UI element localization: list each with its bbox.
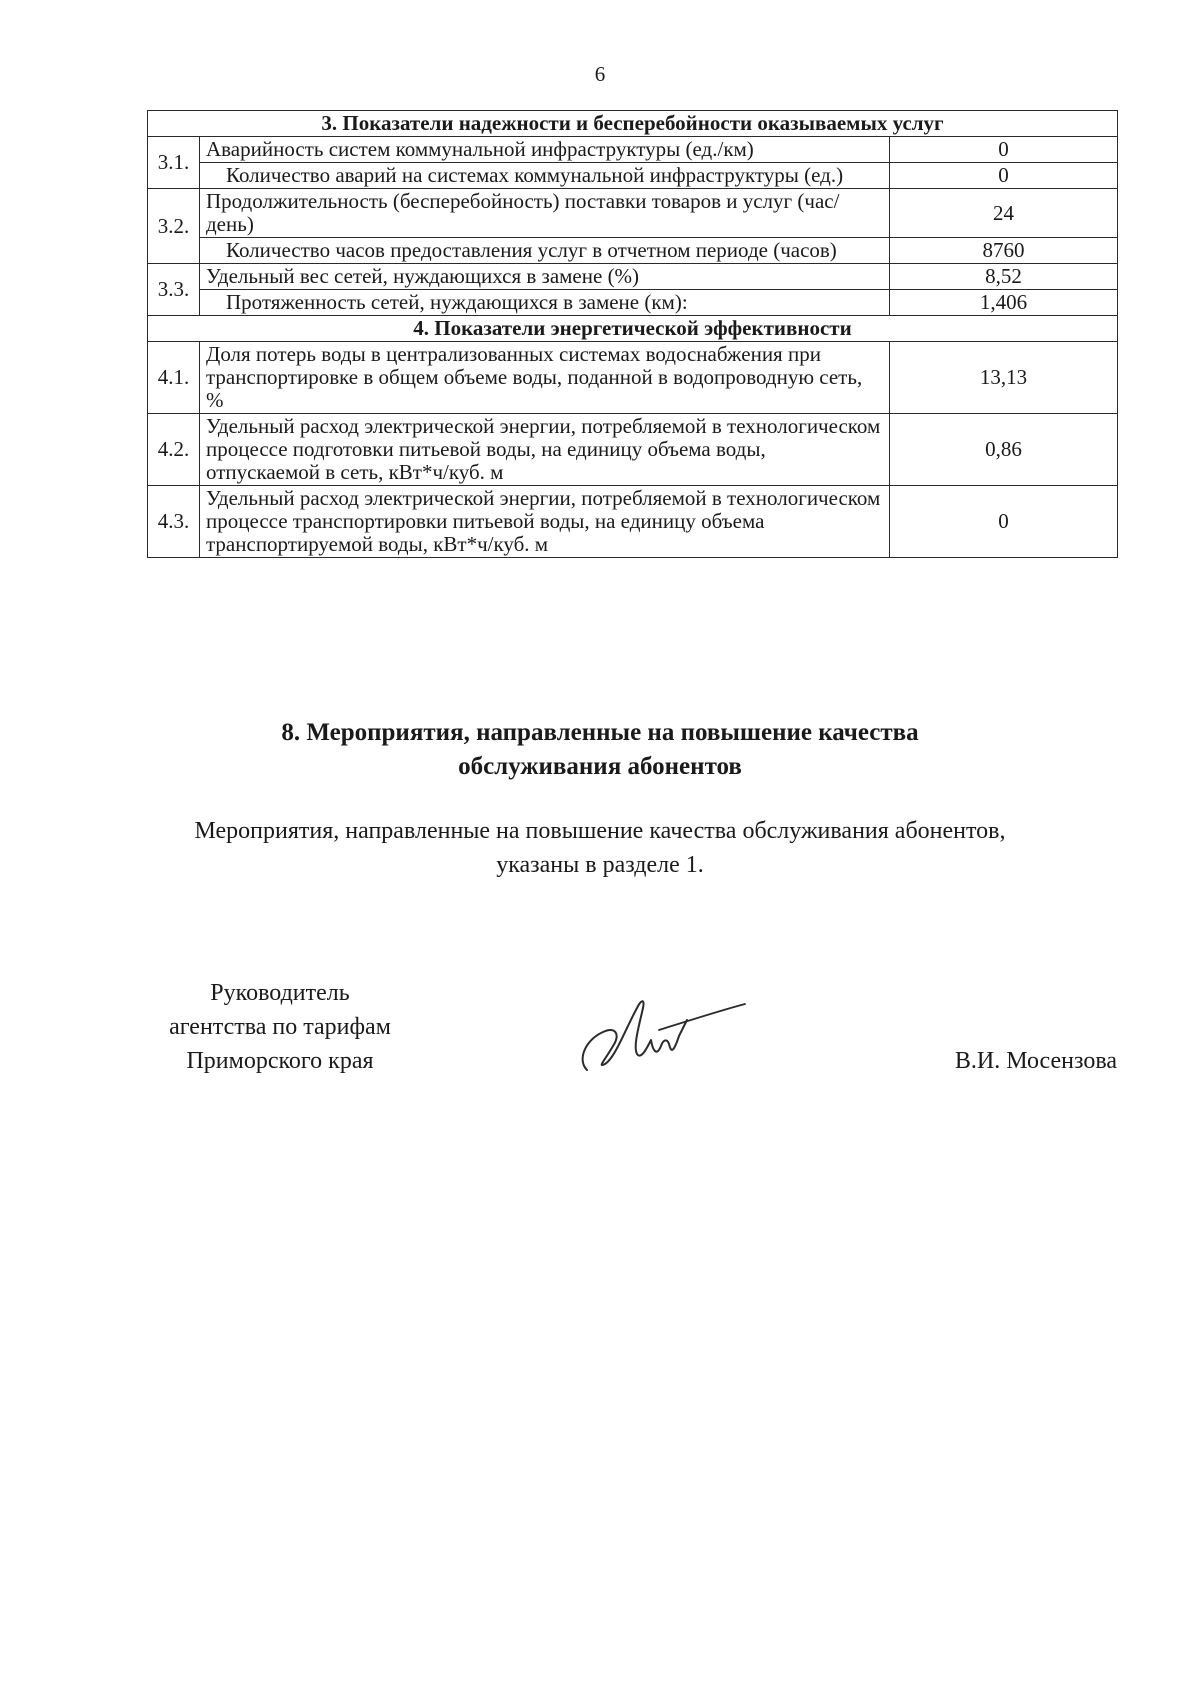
indicator-name: Удельный вес сетей, нуждающихся в замене (%): [200, 264, 890, 290]
signer-position-line: Руководитель: [210, 980, 350, 1006]
indicator-name: Количество часов предоставления услуг в отчетном периоде (часов): [200, 238, 890, 264]
table-row: [148, 414, 1118, 486]
table-row: [148, 238, 1118, 264]
indicator-value: 0: [890, 163, 1118, 189]
indicator-name: Количество аварий на системах коммунальной инфраструктуры (ед.): [200, 163, 890, 189]
section8-title: [0, 716, 1200, 784]
indicator-name: Удельный расход электрической энергии, потребляемой в технологическом процессе подготовки питьевой воды, на единицу объема воды, отпускаемой в сеть, кВт*ч/куб. м: [200, 414, 890, 486]
indicator-name: Протяженность сетей, нуждающихся в замене (км):: [200, 290, 890, 316]
row-number: 4.2.: [148, 414, 200, 486]
indicator-value: 0: [890, 137, 1118, 163]
table-row: [148, 264, 1118, 290]
table-row: [148, 290, 1118, 316]
table-row: [148, 486, 1118, 558]
section8-title-line: обслуживания абонентов: [458, 753, 742, 780]
section-title: 3. Показатели надежности и бесперебойности оказываемых услуг: [148, 111, 1118, 137]
indicators-table: [147, 110, 1118, 558]
section8-text-line: Мероприятия, направленные на повышение качества обслуживания абонентов,: [194, 818, 1006, 844]
table-row: [148, 342, 1118, 414]
row-number: 3.1.: [148, 137, 200, 189]
section-title: 4. Показатели энергетической эффективности: [148, 316, 1118, 342]
indicator-value: 13,13: [890, 342, 1118, 414]
signer-position: [140, 976, 420, 1078]
signer-position-line: Приморского края: [186, 1048, 374, 1074]
row-number: 4.3.: [148, 486, 200, 558]
indicator-name: Продолжительность (бесперебойность) поставки товаров и услуг (час/день): [200, 189, 890, 238]
indicator-value: 8,52: [890, 264, 1118, 290]
indicator-name: Аварийность систем коммунальной инфраструктуры (ед./км): [200, 137, 890, 163]
section8-text-line: указаны в разделе 1.: [496, 852, 704, 878]
handwritten-signature: [575, 990, 750, 1080]
table-row: [148, 137, 1118, 163]
indicator-name: Доля потерь воды в централизованных системах водоснабжения при транспортировке в общем объеме воды, поданной в водопроводную сеть, %: [200, 342, 890, 414]
section8-text: [0, 814, 1200, 882]
indicator-value: 0: [890, 486, 1118, 558]
table-row: [148, 189, 1118, 238]
indicator-value: 24: [890, 189, 1118, 238]
row-number: 3.3.: [148, 264, 200, 316]
row-number: 4.1.: [148, 342, 200, 414]
indicator-name: Удельный расход электрической энергии, потребляемой в технологическом процессе транспортировки питьевой воды, на единицу объема транспортируемой воды, кВт*ч/куб. м: [200, 486, 890, 558]
indicator-value: 0,86: [890, 414, 1118, 486]
signer-position-line: агентства по тарифам: [169, 1014, 391, 1040]
indicator-value: 1,406: [890, 290, 1118, 316]
row-number: 3.2.: [148, 189, 200, 264]
section-header-row: [148, 111, 1118, 137]
indicator-value: 8760: [890, 238, 1118, 264]
section8-title-line: 8. Мероприятия, направленные на повышение качества: [281, 719, 919, 746]
page-number: 6: [594, 62, 606, 86]
signer-name: В.И. Мосензова: [954, 1048, 1117, 1074]
section-header-row: [148, 316, 1118, 342]
table-row: [148, 163, 1118, 189]
